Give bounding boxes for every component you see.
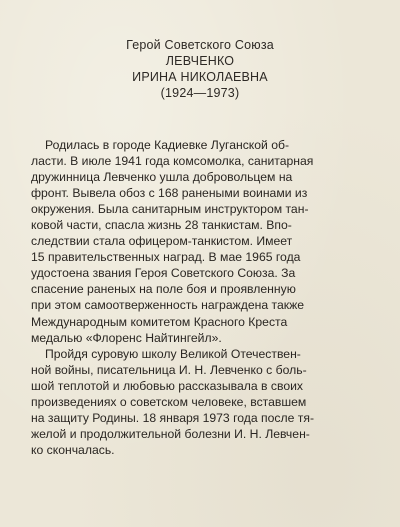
paragraph-1-line: окружения. Была санитарным инструктором тан- — [31, 202, 309, 217]
paragraph-1-line: Международным комитетом Красного Креста — [31, 314, 288, 329]
biography-text — [31, 137, 383, 458]
life-dates: (1924—1973) — [160, 86, 240, 100]
paragraph-2-line: ной войны, писательница И. Н. Левченко с боль- — [31, 362, 307, 377]
paragraph-1-line: дружинница Левченко ушла добровольцем на — [31, 170, 293, 185]
paragraph-1-line: фронт. Вывела обоз с 168 ранеными воинами из — [31, 186, 308, 201]
surname: ЛЕВЧЕНКО — [165, 54, 235, 68]
paragraph-2-line: на защиту Родины. 18 января 1973 года после тя- — [31, 410, 315, 425]
paragraph-1-line: медалью «Флоренс Найтингейл». — [31, 330, 222, 345]
paragraph-2-line: желой и продолжительной болезни И. Н. Левчен- — [31, 426, 310, 441]
paragraph-2-line: ко скончалась. — [31, 442, 115, 457]
paragraph-2-line: шой теплотой и любовью рассказывала в своих — [31, 378, 303, 393]
first-and-patronymic-name: ИРИНА НИКОЛАЕВНА — [132, 70, 268, 84]
paragraph-1-line: удостоена звания Героя Советского Союза. За — [31, 266, 296, 281]
paragraph-1-line: следствии стала офицером-танкистом. Имеет — [31, 234, 293, 249]
paragraph-1-line: 15 правительственных наград. В мае 1965 года — [31, 250, 301, 265]
paragraph-1-line: Родилась в городе Кадиевке Луганской об- — [45, 138, 290, 152]
biography-header — [0, 37, 400, 101]
paragraph-2-line: произведениях о советском человеке, вставшем — [31, 394, 307, 409]
hero-title: Герой Советского Союза — [126, 38, 274, 52]
paragraph-1-line: спасение раненых на поле боя и проявленную — [31, 282, 296, 297]
paragraph-1-line: ковой части, спасла жизнь 28 танкистам. Впо- — [31, 218, 292, 233]
paragraph-2-line: Пройдя суровую школу Великой Отечествен- — [45, 346, 301, 361]
paragraph-1-line: ласти. В июле 1941 года комсомолка, санитарная — [31, 154, 314, 169]
paragraph-1-line: при этом самоотверженность награждена также — [31, 298, 305, 313]
